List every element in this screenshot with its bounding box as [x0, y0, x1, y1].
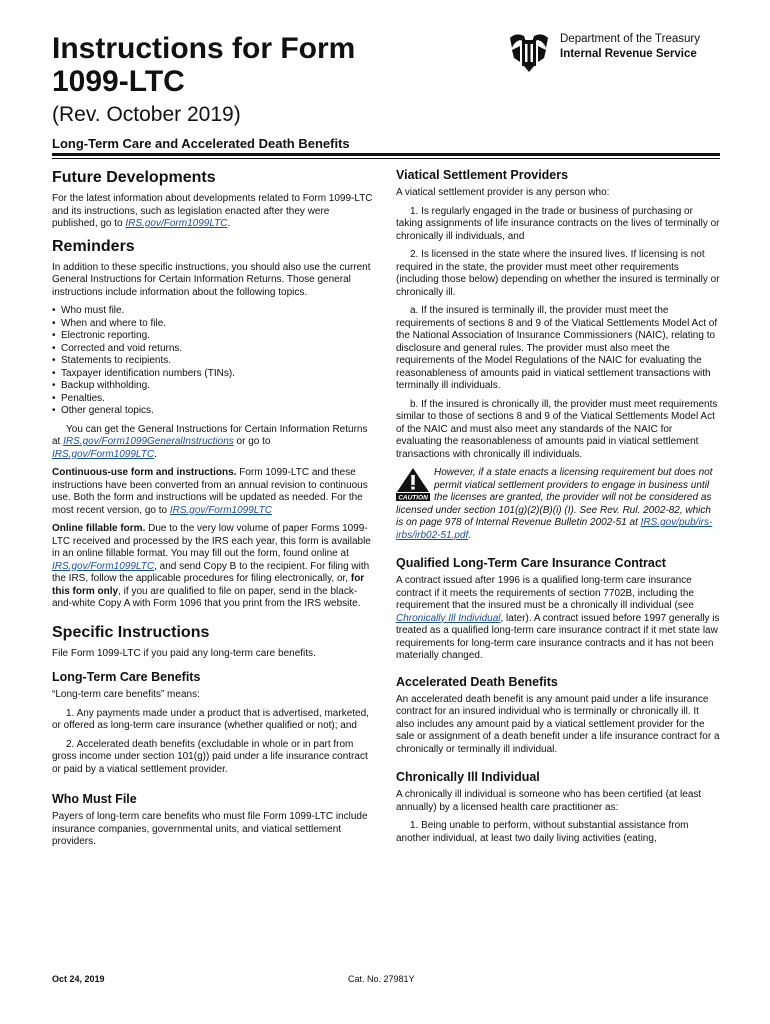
specific-instructions-text: File Form 1099-LTC if you paid any long-term care benefits.: [52, 647, 316, 659]
continuous-use-paragraph: Continuous-use form and instructions. Form 1099-LTC and these instructions have been converted from an annual revision to continuous use. Both the form and instructions will be updated as needed. For the most recent version, go to IRS.gov/Form1099LTC: [52, 467, 368, 516]
online-fillable-lead: Online fillable form.: [52, 523, 146, 534]
page-title: [52, 32, 432, 98]
caution-note: CAUTION However, if a state enacts a licensing requirement but does not permit viatical settlement providers to engage in business until the licenses are granted, the provider will not be considered as licensed under section 101(g)(2)(B)(i) (I). See Rev. Rul. 2002-82, which is on page 978 of Internal Revenue Bulletin 2002-51 at IRS.gov/pub/irs-irbs/irb02-51.pdf.: [396, 467, 713, 541]
ltc-intro: “Long-term care benefits” means:: [52, 689, 200, 700]
caution-icon: [396, 467, 430, 501]
subtitle: Long-Term Care and Accelerated Death Benefits: [52, 136, 350, 151]
continuous-use-lead: Continuous-use form and instructions.: [52, 467, 237, 478]
accelerated-death-benefits-heading: Accelerated Death Benefits: [396, 674, 558, 689]
list-item: • When and where to file.: [52, 318, 374, 331]
chronically-ill-link[interactable]: Chronically Ill Individual: [396, 612, 501, 624]
catalog-number: Cat. No. 27981Y: [348, 974, 415, 984]
list-item: • Statements to recipients.: [52, 355, 374, 368]
continuous-use-link[interactable]: IRS.gov/Form1099LTC: [169, 504, 272, 516]
left-column: [52, 168, 374, 855]
header-rule-thin: [52, 158, 720, 159]
viatical-item-2: 2. Is licensed in the state where the insured lives. If licensing is not required in the state, the provider must meet other requirements (including those below) depending on whether the insured is terminally or chronically ill.: [396, 249, 720, 298]
chronically-ill-heading: Chronically Ill Individual: [396, 770, 540, 784]
future-developments-heading: Future Developments: [52, 169, 216, 186]
title-line-1: Instructions for Form: [52, 32, 356, 65]
general-instructions-link[interactable]: IRS.gov/Form1099GeneralInstructions: [63, 436, 234, 447]
topics-list: [52, 305, 374, 418]
long-term-care-benefits-heading: Long-Term Care Benefits: [52, 670, 201, 684]
reminders-text: In addition to these specific instructions, you should also use the current General Instructions for Certain Information Returns. Those general instructions include information about the following topics.: [52, 261, 371, 298]
list-item: • Taxpayer identification numbers (TINs).: [52, 368, 374, 381]
future-developments-link[interactable]: IRS.gov/Form1099LTC: [125, 218, 228, 229]
list-item: • Other general topics.: [52, 405, 374, 418]
future-developments-text: For the latest information about developments related to Form 1099-LTC and its instructions, such as legislation enacted after they were published, go to IRS.gov/Form1099LTC.: [52, 193, 373, 229]
viatical-intro: A viatical settlement provider is any person who:: [396, 187, 610, 198]
footer-date: Oct 24, 2019: [52, 974, 105, 984]
caution-text: However, if a state enacts a licensing requirement but does not permit viatical settlement providers to engage in business until the licenses are granted, the provider will not be considered as licensed under section 101(g)(2)(B)(i) (I). See Rev. Rul. 2002-82, which is on page 978 of Internal Revenue Bulletin 2002-51 at: [396, 467, 713, 528]
agency-name: Internal Revenue Service: [560, 48, 697, 60]
reminders-heading: Reminders: [52, 237, 135, 255]
list-item: • Penalties.: [52, 393, 374, 406]
right-column: [396, 168, 720, 851]
chronically-ill-text: A chronically ill individual is someone who has been certified (at least annually) by a licensed health care practitioner as:: [396, 789, 702, 813]
specific-instructions-heading: Specific Instructions: [52, 623, 210, 641]
irb-link[interactable]: IRS.gov/pub/irs-irbs/irb02-51.pdf: [396, 517, 713, 541]
viatical-item-b: b. If the insured is chronically ill, the provider must meet requirements similar to those of sections 8 and 9 of the Viatical Settlements Model Act of the NAIC and must also meet any standards of the NAIC for evaluating the reasonableness of amounts paid in viatical settlement transactions with chronically ill individuals.: [396, 398, 718, 460]
ltc-item-2: 2. Accelerated death benefits (excludable in whole or in part from gross income under section 101(g)) paid under a life insurance contract or paid by a viatical settlement provider.: [52, 738, 368, 775]
qualified-contract-heading: Qualified Long-Term Care Insurance Contract: [396, 556, 666, 570]
viatical-heading: Viatical Settlement Providers: [396, 168, 569, 182]
viatical-item-a: a. If the insured is terminally ill, the provider must meet the requirements of sections 8 and 9 of the Viatical Settlements Model Act of the National Association of Insurance Commissioners (NAIC), relating to disclosure and general rules. The provider must also meet the requirements of the Model Regulations of the NAIC for evaluating the reasonableness of amounts paid in viatical settlement transactions with terminally ill individuals.: [396, 305, 718, 391]
list-item: • Electronic reporting.: [52, 330, 374, 343]
ltc-item-1: 1. Any payments made under a product that is advertised, marketed, or offered as long-term care insurance (whether qualified or not); and: [52, 707, 369, 731]
department-name: Department of the Treasury: [560, 33, 700, 45]
form-page-link[interactable]: IRS.gov/Form1099LTC: [52, 448, 155, 460]
revision-date: (Rev. October 2019): [52, 103, 241, 126]
list-item: • Corrected and void returns.: [52, 343, 374, 356]
accelerated-death-benefits-text: An accelerated death benefit is any amount paid under a life insurance contract for an insured individual who is terminally or chronically ill. It also includes any amount paid by a viatical settlement provider for the sale or assignment of a death benefit under a life insurance contract for a chronically or terminally ill individual.: [396, 693, 720, 755]
who-must-file-text: Payers of long-term care benefits who must file Form 1099-LTC include insurance companies, governmental units, and viatical settlement providers.: [52, 811, 368, 847]
list-item: • Backup withholding.: [52, 380, 374, 393]
online-fillable-paragraph: Online fillable form. Due to the very low volume of paper Forms 1099-LTC received and processed by the IRS each year, this form is available in an online fillable format. You may fill out the form, found online at IRS.gov/Form1099LTC, and send Copy B to the recipient. For filing with the IRS, follow the applicable procedures for filing electronically, or, for this form only, if you are qualified to file on paper, send in the black-and-white Copy A with Form 1096 that you print from the IRS website.: [52, 523, 371, 609]
chronically-ill-item-1: 1. Being unable to perform, without substantial assistance from another individual, at least two daily living activities (eating,: [396, 820, 689, 844]
qualified-contract-text: A contract issued after 1996 is a qualified long-term care insurance contract if it meets the requirements of section 7702B, including the requirement that the insured must be a chronically ill individual (see Chronically Ill Individual, later). A contract issued before 1997 generally is treated as a qualified long-term care insurance contract if it met state law requirements for long-term care insurance contracts and it has not been materially changed.: [396, 575, 720, 661]
title-line-2: 1099-LTC: [52, 65, 185, 98]
header-rule: [52, 153, 720, 156]
viatical-item-1: 1. Is regularly engaged in the trade or business of purchasing or taking assignments of life insurance contracts on the lives of terminally or chronically ill individuals, and: [396, 205, 720, 242]
caution-label: CAUTION: [398, 494, 428, 501]
department-label: [560, 32, 700, 62]
who-must-file-heading: Who Must File: [52, 792, 137, 806]
general-instructions-text: You can get the General Instructions for Certain Information Returns at IRS.gov/Form1099GeneralInstructions or go to IRS.gov/Form1099LTC.: [52, 423, 368, 460]
irs-eagle-logo-icon: [506, 28, 552, 74]
list-item: • Who must file.: [52, 305, 374, 318]
online-fillable-link[interactable]: IRS.gov/Form1099LTC: [52, 560, 155, 572]
